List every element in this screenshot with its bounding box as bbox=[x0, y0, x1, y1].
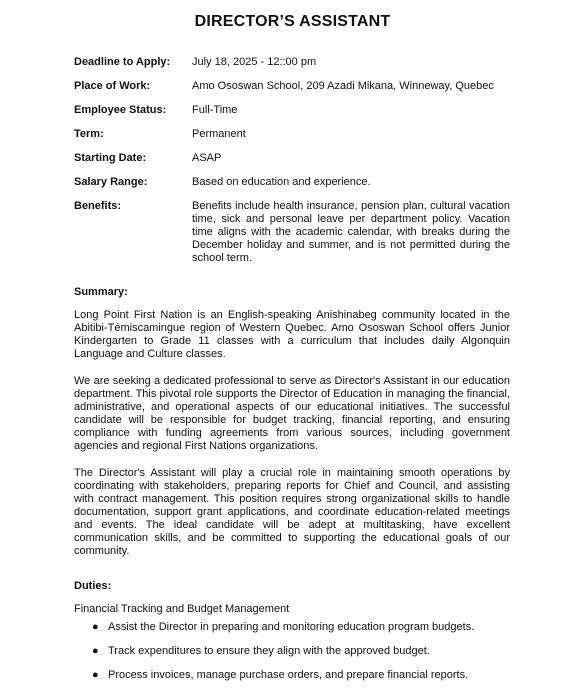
bullet-icon: ● bbox=[92, 669, 99, 681]
field-value: Full-Time bbox=[192, 104, 238, 116]
summary-paragraph: The Director's Assistant will play a crucial role in maintaining smooth operations by coordinating with stakeholders, preparing reports for Chief and Council, and assisting with contract management. This position requires strong organizational skills to handle documentation, support grant applications, and coordinate education-related meetings and events. The ideal candidate will be adept at multitasking, have excellent communication skills, and be committed to supporting the educational goals of our community. bbox=[74, 467, 510, 557]
duties-subheading: Financial Tracking and Budget Management bbox=[74, 603, 290, 615]
field-label: Term: bbox=[74, 128, 104, 140]
bullet-icon: ● bbox=[92, 645, 99, 657]
field-label: Employee Status: bbox=[74, 104, 167, 116]
summary-paragraph: We are seeking a dedicated professional to serve as Director's Assistant in our education department. This pivotal role supports the Director of Education in managing the financial, administrative, and operational aspects of our educational initiatives. The successful candidate will be responsible for budget tracking, financial reporting, and ensuring compliance with funding agreements from various sources, including government agencies and regional First Nations organizations. bbox=[74, 375, 510, 452]
list-item-text: Process invoices, manage purchase orders, and prepare financial reports. bbox=[108, 669, 469, 681]
list-item-text: Track expenditures to ensure they align with the approved budget. bbox=[108, 645, 430, 657]
field-value: Based on education and experience. bbox=[192, 176, 371, 188]
list-item-text: Assist the Director in preparing and monitoring education program budgets. bbox=[108, 621, 475, 633]
field-value: Benefits include health insurance, pension plan, cultural vacation time, sick and personal leave per department policy. Vacation time aligns with the academic calendar, with breaks during the December holiday and summer, and is not permitted during the school term. bbox=[192, 200, 510, 264]
list-item bbox=[92, 669, 512, 693]
field-label: Salary Range: bbox=[74, 176, 148, 188]
field-value: July 18, 2025 - 12::00 pm bbox=[192, 56, 317, 68]
field-label: Starting Date: bbox=[74, 152, 147, 164]
field-label: Benefits: bbox=[74, 200, 122, 212]
field-value: Amo Ososwan School, 209 Azadi Mikana, Winneway, Quebec bbox=[192, 80, 494, 92]
document-title: DIRECTOR’S ASSISTANT bbox=[194, 13, 391, 30]
list-item bbox=[92, 645, 512, 669]
summary-paragraph: Long Point First Nation is an English-speaking Anishinabeg community located in the Abitibi-Témiscamingue region of Western Quebec. Amo Ososwan School offers Junior Kindergarten to Grade 11 classes with a curriculum that includes daily Algonquin Language and Culture classes. bbox=[74, 309, 510, 360]
duties-heading: Duties: bbox=[74, 580, 112, 592]
field-label: Place of Work: bbox=[74, 80, 151, 92]
field-value: ASAP bbox=[192, 152, 222, 164]
list-item bbox=[92, 621, 512, 645]
summary-heading: Summary: bbox=[74, 286, 128, 298]
bullet-icon: ● bbox=[92, 621, 99, 633]
field-label: Deadline to Apply: bbox=[74, 56, 171, 68]
field-value: Permanent bbox=[192, 128, 246, 140]
duties-list bbox=[92, 621, 512, 693]
